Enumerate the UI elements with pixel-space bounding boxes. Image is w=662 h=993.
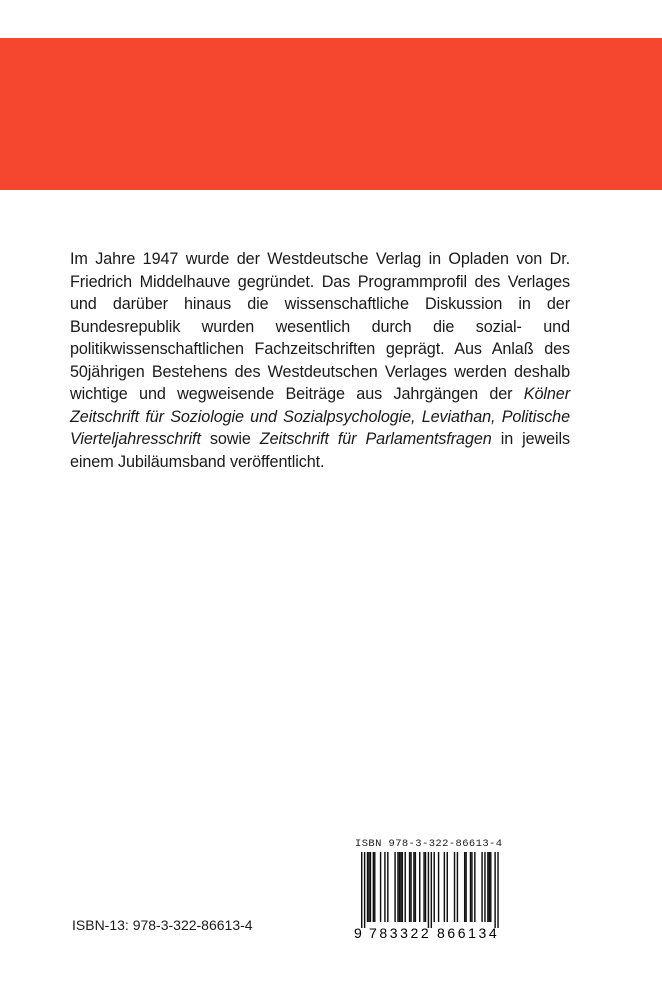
barcode-bar <box>409 852 410 922</box>
barcode-bar <box>484 852 485 922</box>
barcode-bar <box>431 852 432 928</box>
barcode-bar <box>413 852 414 922</box>
blurb-journal-title-parlament: Zeitschrift für Parlamentsfragen <box>259 430 492 448</box>
barcode-bar <box>471 852 472 922</box>
barcode-bar <box>361 852 362 928</box>
barcode-bar <box>364 852 365 928</box>
back-cover-blurb <box>70 248 570 473</box>
barcode-bar <box>490 852 491 922</box>
barcode-bar <box>419 852 420 922</box>
barcode-bar <box>487 852 488 922</box>
barcode-bar <box>464 852 465 922</box>
barcode-first-digit: 9 <box>354 925 362 941</box>
barcode-bar <box>481 852 482 922</box>
barcode-bar <box>444 852 445 922</box>
barcode-bar <box>387 852 388 922</box>
blurb-text-1: Im Jahre 1947 wurde der Westdeutsche Verlag in Opladen von Dr. Friedrich Middelhauve gegründet. Das Programmprofil des Verlages und darüber hinaus die wissenschaftliche Diskussion in der Bundesrepublik wurden wesentlich durch die sozial- und politikwissenschaftlichen Fachzeitschriften geprägt. Aus Anlaß des 50jährigen Bestehens des Westdeutschen Verlages werden deshalb wichtige und wegweisende Beiträge aus Jahrgängen der <box>70 250 570 403</box>
barcode-bar <box>374 852 375 922</box>
blurb-text-2: sowie <box>200 430 260 448</box>
barcode-bar <box>370 852 371 922</box>
barcode-bars <box>361 852 499 928</box>
barcode-bar <box>373 852 374 922</box>
barcode-bar <box>494 852 495 928</box>
barcode-bar <box>457 852 458 922</box>
barcode-bar <box>410 852 411 922</box>
barcode-bar <box>367 852 368 922</box>
barcode-bar <box>399 852 400 922</box>
barcode-bar <box>368 852 369 922</box>
barcode-left-digits: 783322 <box>369 925 432 941</box>
barcode-bar <box>434 852 435 922</box>
barcode-right-digits: 866134 <box>437 925 500 941</box>
barcode-bar <box>397 852 398 922</box>
barcode-bar <box>405 852 406 922</box>
barcode-block <box>353 838 505 942</box>
barcode-bar <box>497 852 498 928</box>
blurb-text-3: in jeweils einem Jubiläumsband veröffentlicht. <box>70 430 570 471</box>
barcode-bar <box>447 852 448 922</box>
isbn-13-label: ISBN-13: 978-3-322-86613-4 <box>72 917 253 933</box>
barcode-isbn-label: ISBN 978-3-322-86613-4 <box>355 838 503 850</box>
cover-color-band <box>0 38 662 190</box>
barcode-bar <box>423 852 424 922</box>
barcode-bar <box>454 852 455 922</box>
barcode-bar <box>470 852 471 922</box>
barcode-bar <box>438 852 439 922</box>
barcode-bar <box>465 852 466 922</box>
barcode-bar <box>384 852 385 922</box>
barcode-bar <box>415 852 416 922</box>
barcode-bar <box>474 852 475 922</box>
barcode-bar <box>428 852 429 928</box>
barcode-bar <box>400 852 401 922</box>
barcode-bar <box>394 852 395 922</box>
barcode-bar <box>402 852 403 922</box>
barcode-bar <box>489 852 490 922</box>
ean-barcode <box>353 852 505 942</box>
barcode-bar <box>425 852 426 922</box>
barcode-bar <box>380 852 381 922</box>
blurb-journal-titles: Kölner Zeitschrift für Soziologie und Sozialpsychologie, Leviathan, Politische Vierteljahresschrift <box>70 385 570 448</box>
